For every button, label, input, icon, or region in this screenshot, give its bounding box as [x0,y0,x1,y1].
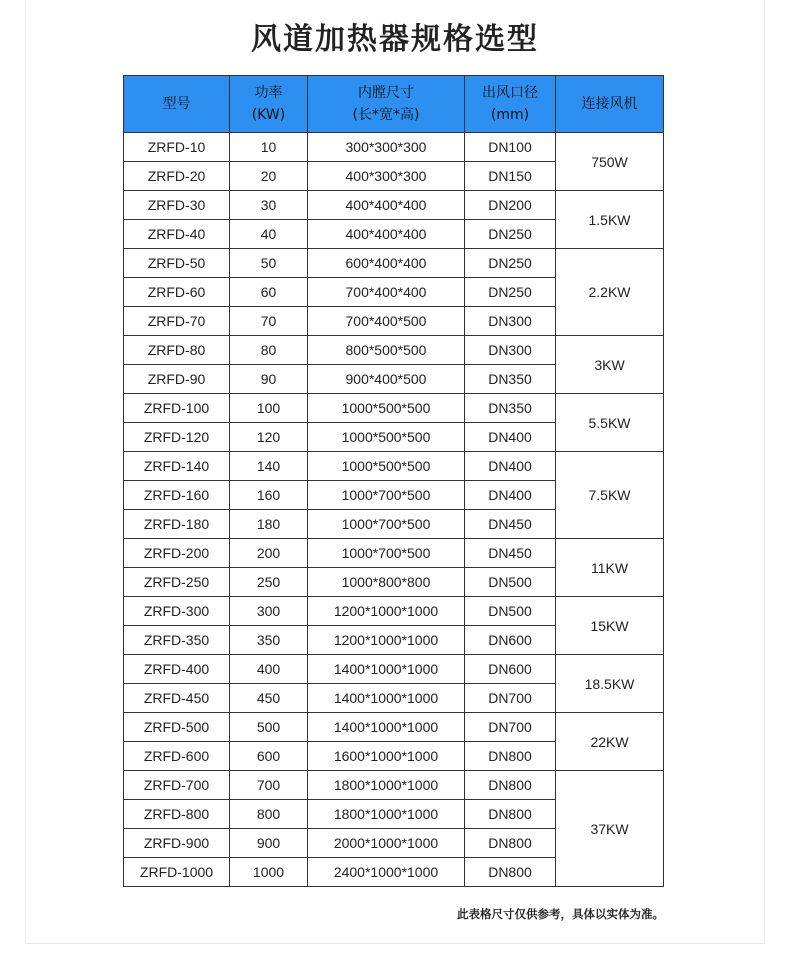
cell-power: 140 [230,452,308,481]
cell-model: ZRFD-160 [124,481,230,510]
header-outlet-label: 出风口径 [482,85,538,101]
cell-fan: 3KW [556,336,664,394]
cell-fan: 5.5KW [556,394,664,452]
cell-outlet: DN300 [465,336,556,365]
cell-power: 90 [230,365,308,394]
cell-power: 1000 [230,858,308,887]
table-row [124,394,664,423]
cell-model: ZRFD-900 [124,829,230,858]
cell-model: ZRFD-300 [124,597,230,626]
cell-power: 700 [230,771,308,800]
cell-outlet: DN600 [465,655,556,684]
cell-outlet: DN250 [465,278,556,307]
cell-size: 1000*500*500 [308,394,465,423]
cell-model: ZRFD-40 [124,220,230,249]
cell-size: 400*400*400 [308,220,465,249]
header-fan-label: 连接风机 [581,96,638,112]
cell-power: 200 [230,539,308,568]
cell-outlet: DN100 [465,133,556,162]
cell-outlet: DN800 [465,829,556,858]
cell-outlet: DN800 [465,800,556,829]
cell-model: ZRFD-200 [124,539,230,568]
cell-power: 400 [230,655,308,684]
header-power-unit: (KW) [251,107,286,123]
cell-model: ZRFD-400 [124,655,230,684]
cell-power: 350 [230,626,308,655]
cell-power: 40 [230,220,308,249]
cell-fan: 7.5KW [556,452,664,539]
table-row [124,771,664,800]
header-size [308,76,465,133]
cell-model: ZRFD-140 [124,452,230,481]
cell-fan: 2.2KW [556,249,664,336]
cell-size: 1200*1000*1000 [308,626,465,655]
cell-outlet: DN250 [465,220,556,249]
cell-outlet: DN450 [465,510,556,539]
table-row [124,452,664,481]
cell-power: 250 [230,568,308,597]
cell-size: 1000*700*500 [308,481,465,510]
cell-model: ZRFD-10 [124,133,230,162]
cell-outlet: DN800 [465,858,556,887]
cell-power: 900 [230,829,308,858]
table-row [124,191,664,220]
cell-size: 400*300*300 [308,162,465,191]
cell-size: 900*400*500 [308,365,465,394]
cell-power: 500 [230,713,308,742]
cell-outlet: DN300 [465,307,556,336]
table-row [124,133,664,162]
cell-size: 700*400*400 [308,278,465,307]
cell-fan: 750W [556,133,664,191]
header-model [124,76,230,133]
cell-fan: 15KW [556,597,664,655]
cell-power: 180 [230,510,308,539]
header-outlet [465,76,556,133]
cell-model: ZRFD-80 [124,336,230,365]
cell-model: ZRFD-1000 [124,858,230,887]
cell-power: 20 [230,162,308,191]
cell-size: 600*400*400 [308,249,465,278]
table-header-row [124,76,664,133]
cell-outlet: DN450 [465,539,556,568]
header-outlet-unit: (mm) [490,107,530,123]
spec-table [123,75,664,887]
cell-size: 1000*700*500 [308,510,465,539]
header-size-unit: (长*宽*高) [352,107,420,123]
cell-outlet: DN200 [465,191,556,220]
cell-outlet: DN150 [465,162,556,191]
cell-size: 300*300*300 [308,133,465,162]
cell-power: 60 [230,278,308,307]
cell-size: 1400*1000*1000 [308,684,465,713]
table-row [124,655,664,684]
cell-outlet: DN700 [465,684,556,713]
cell-size: 400*400*400 [308,191,465,220]
table-row [124,336,664,365]
cell-model: ZRFD-350 [124,626,230,655]
cell-model: ZRFD-70 [124,307,230,336]
page-title: 风道加热器规格选型 [251,22,539,57]
spec-table-body [124,133,664,887]
footnote: 此表格尺寸仅供参考，具体以实体为准。 [457,907,664,921]
cell-power: 160 [230,481,308,510]
cell-model: ZRFD-500 [124,713,230,742]
header-power-label: 功率 [254,85,283,101]
cell-size: 700*400*500 [308,307,465,336]
cell-fan: 11KW [556,539,664,597]
cell-model: ZRFD-800 [124,800,230,829]
cell-size: 1400*1000*1000 [308,713,465,742]
cell-outlet: DN500 [465,597,556,626]
cell-size: 1000*700*500 [308,539,465,568]
cell-outlet: DN400 [465,452,556,481]
cell-size: 1000*500*500 [308,423,465,452]
cell-power: 800 [230,800,308,829]
table-row [124,713,664,742]
cell-outlet: DN350 [465,365,556,394]
table-row [124,597,664,626]
cell-outlet: DN500 [465,568,556,597]
cell-model: ZRFD-60 [124,278,230,307]
table-row [124,539,664,568]
cell-power: 100 [230,394,308,423]
cell-fan: 18.5KW [556,655,664,713]
cell-power: 70 [230,307,308,336]
cell-power: 300 [230,597,308,626]
cell-outlet: DN700 [465,713,556,742]
cell-fan: 22KW [556,713,664,771]
cell-model: ZRFD-30 [124,191,230,220]
cell-model: ZRFD-600 [124,742,230,771]
cell-outlet: DN400 [465,423,556,452]
cell-size: 800*500*500 [308,336,465,365]
cell-fan: 37KW [556,771,664,887]
cell-power: 10 [230,133,308,162]
cell-size: 2400*1000*1000 [308,858,465,887]
cell-size: 1800*1000*1000 [308,800,465,829]
cell-power: 50 [230,249,308,278]
cell-size: 1400*1000*1000 [308,655,465,684]
table-row [124,249,664,278]
cell-power: 30 [230,191,308,220]
cell-size: 1200*1000*1000 [308,597,465,626]
cell-size: 2000*1000*1000 [308,829,465,858]
cell-size: 1000*500*500 [308,452,465,481]
cell-size: 1000*800*800 [308,568,465,597]
cell-model: ZRFD-50 [124,249,230,278]
cell-power: 80 [230,336,308,365]
cell-model: ZRFD-90 [124,365,230,394]
cell-size: 1600*1000*1000 [308,742,465,771]
cell-outlet: DN800 [465,742,556,771]
cell-model: ZRFD-120 [124,423,230,452]
cell-outlet: DN400 [465,481,556,510]
cell-model: ZRFD-100 [124,394,230,423]
cell-power: 600 [230,742,308,771]
cell-outlet: DN350 [465,394,556,423]
cell-outlet: DN250 [465,249,556,278]
header-power [230,76,308,133]
cell-fan: 1.5KW [556,191,664,249]
cell-model: ZRFD-250 [124,568,230,597]
cell-model: ZRFD-700 [124,771,230,800]
cell-outlet: DN600 [465,626,556,655]
cell-outlet: DN800 [465,771,556,800]
header-fan [556,76,664,133]
header-size-label: 内膛尺寸 [358,85,414,101]
cell-model: ZRFD-20 [124,162,230,191]
cell-model: ZRFD-450 [124,684,230,713]
cell-power: 120 [230,423,308,452]
cell-model: ZRFD-180 [124,510,230,539]
header-model-label: 型号 [162,96,191,112]
cell-power: 450 [230,684,308,713]
cell-size: 1800*1000*1000 [308,771,465,800]
